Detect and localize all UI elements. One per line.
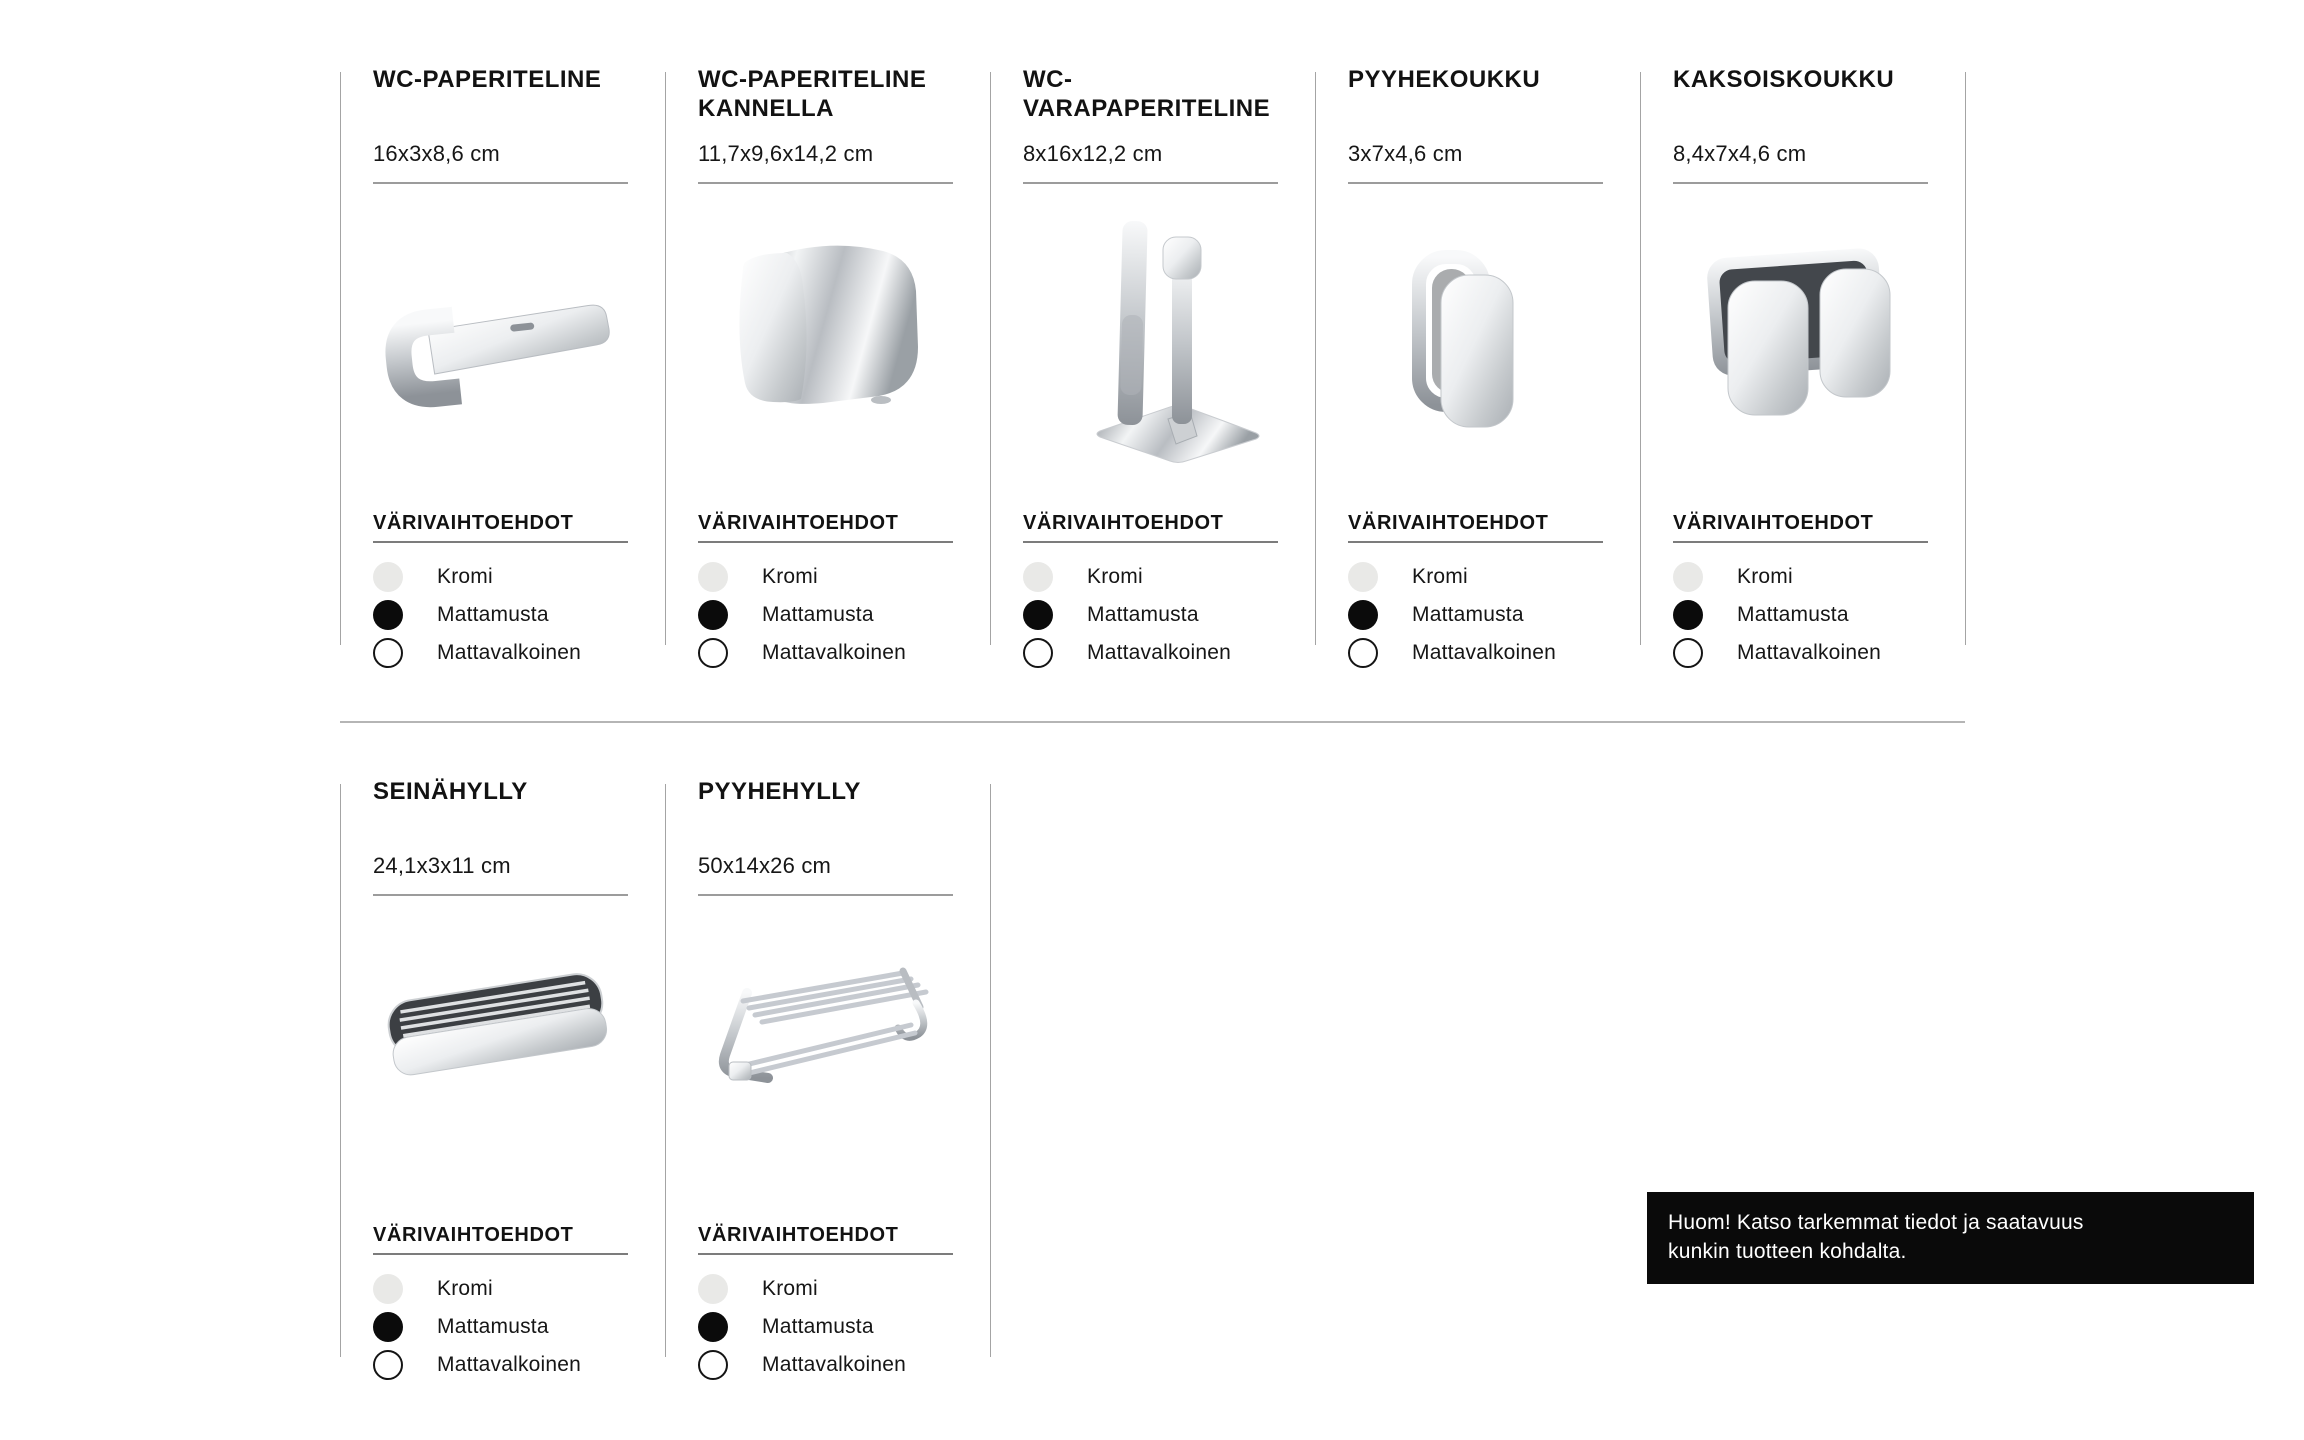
product-name: PYYHEHYLLY: [698, 778, 861, 805]
color-options-heading: VÄRIVAIHTOEHDOT: [1348, 512, 1549, 534]
color-option-kromi: [373, 558, 581, 596]
product-dimensions: 16x3x8,6 cm: [373, 141, 500, 166]
product-photo-double-hook: [1660, 195, 1940, 495]
swatch-kromi: [698, 1274, 728, 1304]
options-underline: [698, 1253, 953, 1255]
product-card: [665, 65, 990, 665]
product-card: [340, 65, 665, 665]
swatch-mattamusta: [1348, 600, 1378, 630]
color-options-list: [698, 1270, 906, 1384]
column-divider: [340, 72, 341, 645]
color-option-label: Mattavalkoinen: [762, 1353, 907, 1376]
options-underline: [373, 541, 628, 543]
product-card: [990, 65, 1315, 665]
swatch-mattavalkoinen: [1348, 638, 1378, 668]
options-underline: [698, 541, 953, 543]
color-option-label: Mattamusta: [762, 603, 874, 626]
color-option-kromi: [698, 1270, 906, 1308]
options-underline: [1673, 541, 1928, 543]
swatch-kromi: [1673, 562, 1703, 592]
color-option-mattavalkoinen: [373, 634, 581, 672]
options-underline: [373, 1253, 628, 1255]
swatch-mattamusta: [698, 1312, 728, 1342]
color-options-list: [1023, 558, 1231, 672]
swatch-mattavalkoinen: [1673, 638, 1703, 668]
product-photo-towel-shelf: [685, 907, 965, 1207]
product-photo-toilet-paper-holder: [360, 195, 640, 495]
color-options-heading: VÄRIVAIHTOEHDOT: [698, 512, 899, 534]
product-dimensions: 11,7x9,6x14,2 cm: [698, 141, 874, 166]
color-option-label: Mattavalkoinen: [762, 641, 907, 664]
column-divider: [1640, 72, 1641, 645]
color-option-mattamusta: [698, 1308, 906, 1346]
column-divider: [340, 784, 341, 1357]
note-text-line: kunkin tuotteen kohdalta.: [1668, 1240, 1907, 1263]
column-divider: [1315, 72, 1316, 645]
color-option-mattamusta: [1023, 596, 1231, 634]
color-options-list: [1348, 558, 1556, 672]
swatch-mattavalkoinen: [698, 638, 728, 668]
color-options-list: [698, 558, 906, 672]
options-underline: [1348, 541, 1603, 543]
swatch-kromi: [373, 562, 403, 592]
color-option-label: Mattavalkoinen: [1412, 641, 1557, 664]
swatch-mattamusta: [1673, 600, 1703, 630]
color-option-mattamusta: [1348, 596, 1556, 634]
dimensions-underline: [1348, 182, 1603, 184]
column-divider: [990, 784, 991, 1357]
options-underline: [1023, 541, 1278, 543]
product-name: SEINÄHYLLY: [373, 778, 528, 805]
color-option-kromi: [1023, 558, 1231, 596]
swatch-kromi: [373, 1274, 403, 1304]
color-option-mattamusta: [373, 1308, 581, 1346]
color-options-heading: VÄRIVAIHTOEHDOT: [698, 1224, 899, 1246]
color-option-kromi: [698, 558, 906, 596]
color-option-mattavalkoinen: [373, 1346, 581, 1384]
color-options-list: [1673, 558, 1881, 672]
product-name: WC-PAPERITELINE KANNELLA: [698, 66, 927, 122]
column-divider: [1965, 72, 1966, 645]
color-option-label: Mattamusta: [437, 1315, 549, 1338]
column-divider: [665, 72, 666, 645]
color-option-label: Mattamusta: [1412, 603, 1524, 626]
color-option-label: Kromi: [1087, 565, 1143, 588]
product-photo-spare-toilet-paper-holder: [1010, 195, 1290, 495]
color-option-label: Mattavalkoinen: [1087, 641, 1232, 664]
swatch-mattamusta: [1023, 600, 1053, 630]
dimensions-underline: [698, 182, 953, 184]
color-option-label: Mattavalkoinen: [1737, 641, 1882, 664]
color-option-label: Kromi: [437, 565, 493, 588]
product-dimensions: 50x14x26 cm: [698, 853, 832, 878]
color-option-label: Kromi: [1412, 565, 1468, 588]
color-option-label: Mattamusta: [762, 1315, 874, 1338]
swatch-kromi: [1348, 562, 1378, 592]
dimensions-underline: [1023, 182, 1278, 184]
color-option-label: Kromi: [762, 1277, 818, 1300]
color-option-mattavalkoinen: [698, 1346, 906, 1384]
color-options-heading: VÄRIVAIHTOEHDOT: [373, 1224, 574, 1246]
product-dimensions: 8x16x12,2 cm: [1023, 141, 1163, 166]
color-option-mattamusta: [373, 596, 581, 634]
product-card: [1640, 65, 1965, 665]
color-options-heading: VÄRIVAIHTOEHDOT: [373, 512, 574, 534]
dimensions-underline: [698, 894, 953, 896]
swatch-kromi: [1023, 562, 1053, 592]
product-name: PYYHEKOUKKU: [1348, 66, 1541, 93]
color-option-label: Kromi: [437, 1277, 493, 1300]
color-option-mattamusta: [698, 596, 906, 634]
dimensions-underline: [1673, 182, 1928, 184]
product-name: WC-VARAPAPERITELINE: [1023, 66, 1271, 122]
swatch-mattavalkoinen: [698, 1350, 728, 1380]
color-option-label: Kromi: [1737, 565, 1793, 588]
column-divider: [665, 784, 666, 1357]
color-option-mattamusta: [1673, 596, 1881, 634]
note-box: [1647, 1192, 2254, 1284]
product-card: [340, 777, 665, 1377]
color-option-mattavalkoinen: [1023, 634, 1231, 672]
product-photo-covered-toilet-paper-holder: [685, 195, 965, 495]
product-card: [1315, 65, 1640, 665]
color-options-heading: VÄRIVAIHTOEHDOT: [1673, 512, 1874, 534]
color-option-kromi: [373, 1270, 581, 1308]
dimensions-underline: [373, 894, 628, 896]
note-text-line: Huom! Katso tarkemmat tiedot ja saatavuus: [1668, 1211, 2084, 1234]
swatch-mattamusta: [698, 600, 728, 630]
color-option-mattavalkoinen: [698, 634, 906, 672]
product-name: WC-PAPERITELINE: [373, 66, 602, 93]
swatch-mattavalkoinen: [373, 1350, 403, 1380]
product-dimensions: 8,4x7x4,6 cm: [1673, 141, 1807, 166]
row-divider: [340, 721, 1965, 723]
product-dimensions: 3x7x4,6 cm: [1348, 141, 1463, 166]
color-option-label: Kromi: [762, 565, 818, 588]
product-name: KAKSOISKOUKKU: [1673, 66, 1895, 93]
dimensions-underline: [373, 182, 628, 184]
color-option-mattavalkoinen: [1673, 634, 1881, 672]
color-option-kromi: [1673, 558, 1881, 596]
product-dimensions: 24,1x3x11 cm: [373, 853, 511, 878]
product-photo-wall-shelf: [360, 907, 640, 1207]
swatch-mattamusta: [373, 1312, 403, 1342]
color-options-list: [373, 558, 581, 672]
color-option-kromi: [1348, 558, 1556, 596]
color-options-list: [373, 1270, 581, 1384]
color-option-mattavalkoinen: [1348, 634, 1556, 672]
column-divider: [990, 72, 991, 645]
color-option-label: Mattamusta: [437, 603, 549, 626]
color-option-label: Mattavalkoinen: [437, 641, 582, 664]
product-photo-towel-hook: [1335, 195, 1615, 495]
swatch-mattavalkoinen: [1023, 638, 1053, 668]
color-option-label: Mattamusta: [1737, 603, 1849, 626]
swatch-mattamusta: [373, 600, 403, 630]
color-option-label: Mattamusta: [1087, 603, 1199, 626]
product-card: [665, 777, 990, 1377]
swatch-kromi: [698, 562, 728, 592]
color-option-label: Mattavalkoinen: [437, 1353, 582, 1376]
color-options-heading: VÄRIVAIHTOEHDOT: [1023, 512, 1224, 534]
swatch-mattavalkoinen: [373, 638, 403, 668]
